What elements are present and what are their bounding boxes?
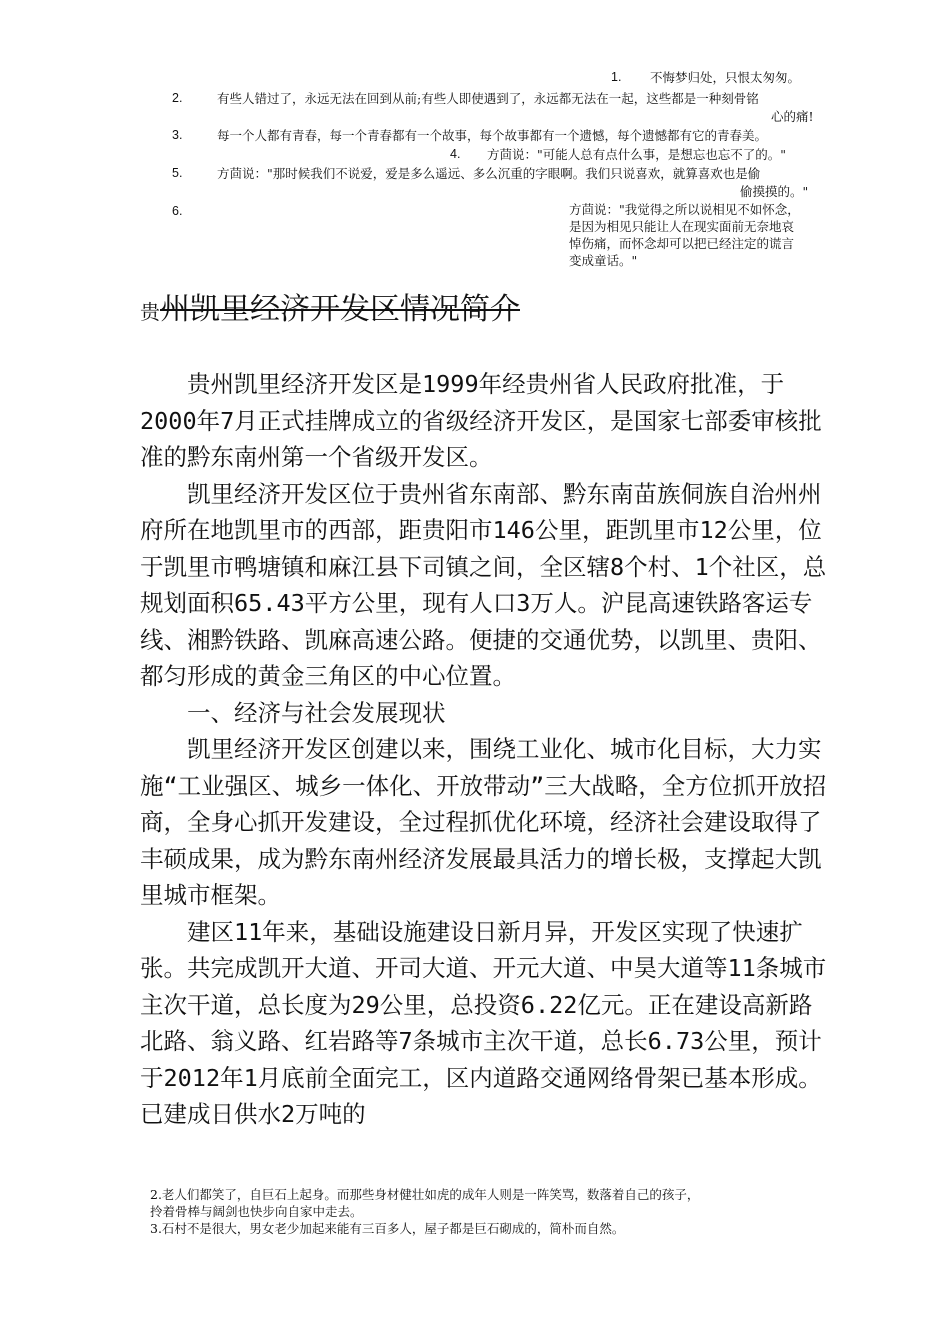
footer-notes: [150, 1186, 800, 1237]
paragraph: 凯里经济开发区位于贵州省东南部、黔东南苗族侗族自治州州府所在地凯里市的西部，距贵阳市146公里，距凯里市12公里，位于凯里市鸭塘镇和麻江县下司镇之间，全区辖8个村、1个社区，总规划面积65.43平方公里，现有人口3万人。沪昆高速铁路客运专线、湘黔铁路、凯麻高速公路。便捷的交通优势，以凯里、贵阳、都匀形成的黄金三角区的中心位置。: [140, 479, 827, 690]
section-heading: 一、经济与社会发展现状: [187, 698, 446, 727]
paragraph: 凯里经济开发区创建以来，围绕工业化、城市化目标，大力实施“工业强区、城乡一体化、开放带动”三大战略，全方位抓开放招商，全身心抓开发建设，全过程抓优化环境，经济社会建设取得了丰硕成果，成为黔东南州经济发展最具活力的增长极，支撑起大凯里城市框架。: [140, 735, 827, 909]
quote-text: 每一个人都有青春，每一个青春都有一个故事，每个故事都有一个遗憾，每个遗憾都有它的青春美。: [217, 128, 768, 143]
quote-number: 6.: [172, 204, 183, 218]
paragraph: 建区11年来，基础设施建设日新月异，开发区实现了快速扩张。共完成凯开大道、开司大道、开元大道、中昊大道等11条城市主次干道，总长度为29公里，总投资6.22亿元。正在建设高新路北路、翁义路、红岩路等7条城市主次干道，总长6.73公里，预计于2012年1月底前全面完工，区内道路交通网络骨架已基本形成。已建成日供水2万吨的: [140, 917, 827, 1128]
paragraph: 贵州凯里经济开发区是1999年经贵州省人民政府批准，于2000年7月正式挂牌成立的省级经济开发区，是国家七部委审核批准的黔东南州第一个省级开发区。: [140, 370, 822, 471]
quote-line: 方茴说："我觉得之所以说相见不如怀念，: [569, 202, 800, 217]
footer-note: 2.老人们都笑了，自巨石上起身。而那些身材健壮如虎的成年人则是一阵笑骂，数落着自己的孩子，: [150, 1187, 700, 1202]
footer-note-continued: 拎着骨棒与阔剑也快步向自家中走去。: [150, 1204, 363, 1219]
quote-text-block: [569, 201, 834, 269]
title-first-char: 贵: [140, 300, 160, 324]
title-rest: 州凯里经济开发区情况简介: [160, 292, 520, 327]
quote-text: 方茴说："可能人总有点什么事，是想忘也忘不了的。": [487, 147, 787, 162]
footer-note: 3.石村不是很大，男女老少加起来能有三百多人，屋子都是巨石砌成的，简朴而自然。: [150, 1221, 625, 1236]
quote-number: 2.: [172, 91, 183, 105]
quote-text-continued: 偷摸摸的。": [740, 184, 809, 199]
quote-text: 不悔梦归处，只恨太匆匆。: [650, 70, 801, 85]
quote-line: 变成童话。": [569, 253, 638, 268]
quote-text-continued: 心的痛!: [771, 109, 814, 124]
quote-number: 1.: [611, 70, 622, 84]
quote-text: 方茴说："那时候我们不说爱，爱是多么遥远、多么沉重的字眼啊。我们只说喜欢，就算喜欢也是偷: [217, 166, 761, 181]
document-title: [140, 288, 520, 334]
quote-line: 是因为相见只能让人在现实面前无奈地哀: [569, 219, 795, 234]
quote-number: 5.: [172, 166, 183, 180]
quote-number: 3.: [172, 128, 183, 142]
body-text: [140, 366, 830, 1133]
quote-number: 4.: [450, 147, 461, 161]
quote-line: 悼伤痛，而怀念却可以把已经注定的谎言: [569, 236, 795, 251]
quote-text: 有些人错过了，永远无法在回到从前;有些人即使遇到了，永远都无法在一起，这些都是一种刻骨铭: [217, 91, 759, 106]
